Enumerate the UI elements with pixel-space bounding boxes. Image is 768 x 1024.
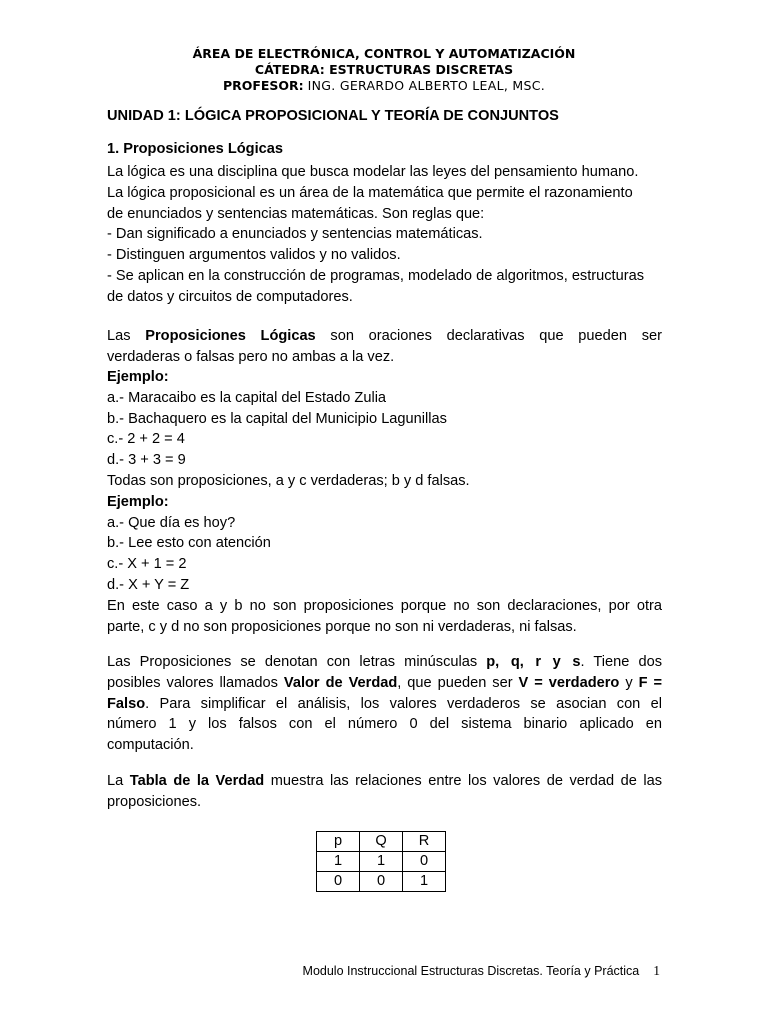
professor-label: PROFESOR: [222,78,304,93]
example-item: d.- X + Y = Z [107,576,190,593]
example-label: Ejemplo: [107,493,169,510]
denotation-line: número 1 y los falsos con el número 0 del sistema binario aplicado en [107,716,662,733]
example-label: Ejemplo: [107,369,169,385]
table-header-cell: R [403,832,446,852]
table-header-cell: Q [360,832,403,852]
example-conclusion: Todas son proposiciones, a y c verdaderas; b y d falsas. [107,472,470,489]
page-footer [303,963,660,979]
denote-text: . Para simplificar el análisis, los valores verdaderos se asocian con el [145,695,662,712]
intro-line: de enunciados y sentencias matemáticas. Son reglas que: [107,205,485,222]
denote-text: , que pueden ser [397,674,513,691]
denotation-paragraph [107,652,662,756]
example-item: b.- Lee esto con atención [107,535,271,552]
truth-intro-text: La [107,773,124,789]
section-title: 1. Proposiciones Lógicas [107,141,283,157]
header-professor [0,78,768,93]
unit-title: UNIDAD 1: LÓGICA PROPOSICIONAL Y TEORÍA DE CONJUNTOS [107,108,559,124]
denote-false: F = [638,674,663,691]
denote-text: . Tiene dos [580,654,662,670]
table-cell: 0 [403,852,446,872]
denote-term: Valor de Verdad [283,674,398,691]
header-course: CÁTEDRA: ESTRUCTURAS DISCRETAS [254,62,514,77]
denote-letters: p, q, r y s [486,654,581,670]
definition-post: son oraciones declarativas que pueden ser [330,328,662,344]
example-item: c.- X + 1 = 2 [107,556,187,573]
footer-text: Modulo Instruccional Estructuras Discretas. Teoría y Práctica [302,964,640,978]
header-area: ÁREA DE ELECTRÓNICA, CONTROL Y AUTOMATIZACIÓN [192,46,576,61]
table-cell: 1 [360,852,403,872]
truth-table-intro [107,771,662,813]
example-item: b.- Bachaquero es la capital del Municipio Lagunillas [107,410,447,427]
propositions-definition [107,326,662,368]
example-item: a.- Maracaibo es la capital del Estado Zulia [107,389,387,406]
denotation-line: computación. [107,737,194,754]
denotation-line [107,652,662,673]
truth-table [316,831,446,892]
table-cell: 0 [317,872,360,892]
table-row [317,872,446,892]
denotation-line [107,673,662,694]
table-header-row [317,832,446,852]
denote-text: Las Proposiciones se denotan con letras minúsculas [107,654,478,670]
definition-pre: Las [107,328,131,344]
table-header-cell: p [317,832,360,852]
table-cell: 1 [317,852,360,872]
example-conclusion: parte, c y d no son proposiciones porque no son ni verdaderas, ni falsas. [107,618,577,635]
example-item: c.- 2 + 2 = 4 [107,431,185,448]
denote-false-word: Falso [107,695,146,712]
definition-line: verdaderas o falsas pero no ambas a la vez. [107,348,395,365]
table-cell: 0 [360,872,403,892]
truth-intro-line [107,771,662,792]
table-row [317,852,446,872]
denote-true: V = verdadero [518,674,620,691]
intro-line: La lógica proposicional es un área de la matemática que permite el razonamiento [107,184,633,201]
intro-line: de datos y circuitos de computadores. [107,288,353,305]
example-conclusion: En este caso a y b no son proposiciones porque no son declaraciones, por otra [107,597,662,614]
professor-name: ING. GERARDO ALBERTO LEAL, MSC. [307,78,546,93]
example-item: d.- 3 + 3 = 9 [107,452,186,469]
intro-line: - Distinguen argumentos validos y no validos. [107,247,401,264]
example-item: a.- Que día es hoy? [107,514,236,531]
truth-intro-text: muestra las relaciones entre los valores de verdad de las [270,773,663,789]
truth-intro-line: proposiciones. [107,793,202,810]
definition-term: Proposiciones Lógicas [145,328,316,344]
intro-line: - Dan significado a enunciados y sentencias matemáticas. [107,226,483,243]
denote-text: y [625,674,633,691]
denotation-line [107,694,662,715]
denote-text: posibles valores llamados [107,674,278,691]
intro-paragraph [107,162,662,308]
definition-line [107,326,662,347]
intro-line: - Se aplican en la construcción de programas, modelado de algoritmos, estructuras [107,267,645,284]
intro-line: La lógica es una disciplina que busca modelar las leyes del pensamiento humano. [107,164,639,180]
truth-intro-term: Tabla de la Verdad [129,773,265,789]
page-number: 1 [653,963,660,978]
table-cell: 1 [403,872,446,892]
examples-section [107,367,662,637]
